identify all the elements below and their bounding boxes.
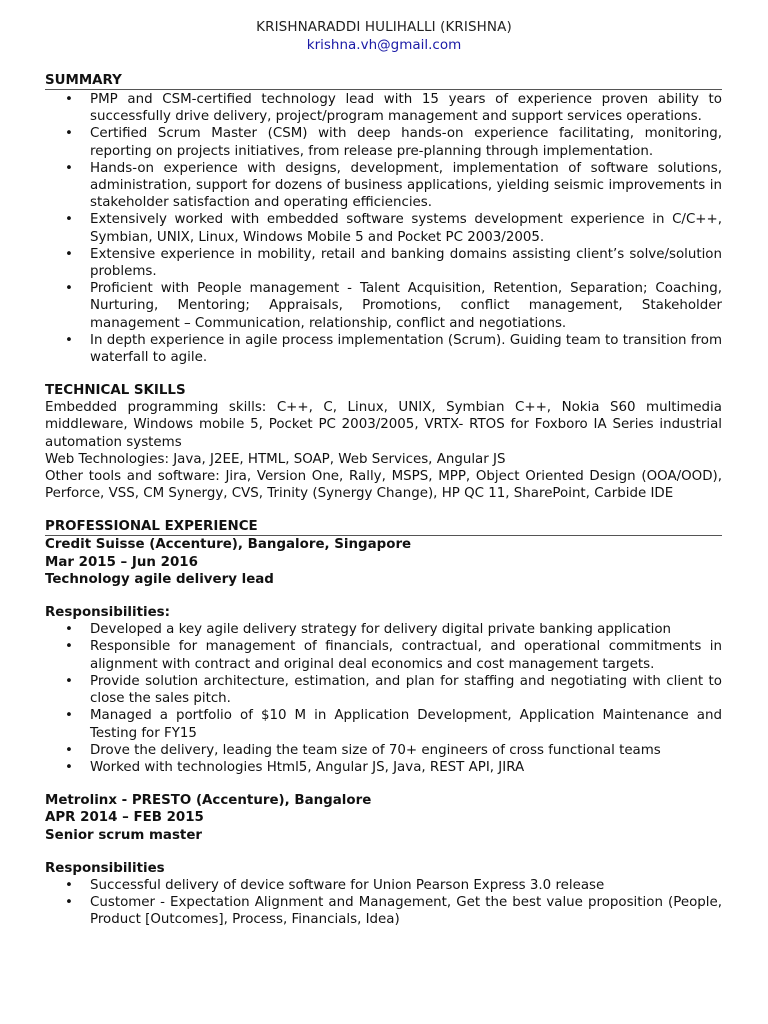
summary-list bbox=[45, 91, 722, 366]
job-entry bbox=[45, 792, 722, 928]
summary-item-text: In depth experience in agile process implementation (Scrum). Guiding team to transition from waterfall to agile. bbox=[90, 332, 722, 366]
summary-item-text: Extensively worked with embedded software systems development experience in C/C++, Symbian, UNIX, Linux, Windows Mobile 5 and Pocket PC 2003/2005. bbox=[90, 212, 722, 245]
responsibility-text: Managed a portfolio of $10 M in Application Development, Application Maintenance and Testing for FY15 bbox=[90, 708, 722, 741]
bullet-icon: • bbox=[65, 622, 73, 638]
responsibilities-heading: Responsibilities bbox=[45, 860, 165, 876]
job-role: Senior scrum master bbox=[45, 827, 203, 843]
bullet-icon: • bbox=[65, 92, 73, 107]
list-item bbox=[45, 160, 722, 212]
experience-heading: PROFESSIONAL EXPERIENCE bbox=[45, 518, 722, 536]
bullet-icon: • bbox=[65, 708, 73, 724]
list-item bbox=[45, 125, 722, 159]
summary-item-text: Extensive experience in mobility, retail and banking domains assisting client’s solve/solution problems. bbox=[90, 246, 722, 280]
list-item bbox=[45, 894, 722, 928]
summary-item-text: Proficient with People management - Talent Acquisition, Retention, Separation; Coaching, Nurturing, Mentoring; Appraisals, Promotions, conflict management, Stakeholder management – Communication, relationship, conflict and negotiations. bbox=[90, 281, 722, 331]
bullet-icon: • bbox=[65, 212, 73, 228]
bullet-icon: • bbox=[65, 246, 73, 262]
responsibilities-list bbox=[45, 877, 722, 929]
job-company: Metrolinx - PRESTO (Accenture), Bangalore bbox=[45, 793, 372, 809]
responsibility-text: Successful delivery of device software for Union Pearson Express 3.0 release bbox=[90, 877, 605, 893]
summary-heading: SUMMARY bbox=[45, 72, 722, 90]
bullet-icon: • bbox=[65, 895, 73, 911]
responsibility-text: Provide solution architecture, estimation, and plan for staffing and negotiating with client to close the sales pitch. bbox=[90, 673, 722, 707]
list-item bbox=[45, 673, 722, 707]
responsibility-text: Responsible for management of financials, contractual, and operational commitments in alignment with contract and original deal economics and cost management targets. bbox=[90, 639, 722, 672]
list-item bbox=[45, 211, 722, 245]
list-item bbox=[45, 332, 722, 366]
responsibilities-heading: Responsibilities: bbox=[45, 605, 170, 621]
list-item bbox=[45, 91, 722, 125]
bullet-icon: • bbox=[65, 126, 73, 142]
list-item bbox=[45, 621, 722, 638]
responsibilities-list bbox=[45, 621, 722, 776]
list-item bbox=[45, 246, 722, 280]
skills-heading: TECHNICAL SKILLS bbox=[45, 383, 186, 399]
list-item bbox=[45, 638, 722, 672]
job-role: Technology agile delivery lead bbox=[45, 571, 274, 587]
responsibility-text: Customer - Expectation Alignment and Management, Get the best value proposition (People, Product [Outcomes], Process, Financials, Idea) bbox=[90, 895, 722, 928]
bullet-icon: • bbox=[65, 673, 73, 689]
skills-embedded: Embedded programming skills: C++, C, Linux, UNIX, Symbian C++, Nokia S60 multimedia middleware, Windows mobile 5, Pocket PC 2003/2005, VRTX- RTOS for Foxboro IA Series industrial automation systems bbox=[45, 400, 722, 450]
skills-web: Web Technologies: Java, J2EE, HTML, SOAP, Web Services, Angular JS bbox=[45, 451, 506, 467]
list-item bbox=[45, 280, 722, 332]
responsibility-text: Developed a key agile delivery strategy for delivery digital private banking application bbox=[90, 622, 672, 638]
job-entry bbox=[45, 536, 722, 776]
job-dates: Mar 2015 – Jun 2016 bbox=[45, 554, 198, 570]
list-item bbox=[45, 877, 722, 894]
responsibility-text: Drove the delivery, leading the team size of 70+ engineers of cross functional teams bbox=[90, 742, 661, 758]
list-item bbox=[45, 759, 722, 776]
job-company: Credit Suisse (Accenture), Bangalore, Singapore bbox=[45, 537, 412, 553]
summary-item-text: Certified Scrum Master (CSM) with deep hands-on experience facilitating, monitoring, reporting on projects initiatives, from release pre-planning through implementation. bbox=[90, 126, 722, 159]
summary-item-text: PMP and CSM-certified technology lead with 15 years of experience proven ability to successfully drive delivery, project/program management and support services operations. bbox=[90, 92, 722, 125]
list-item bbox=[45, 742, 722, 759]
responsibility-text: Worked with technologies Html5, Angular JS, Java, REST API, JIRA bbox=[90, 759, 525, 775]
bullet-icon: • bbox=[65, 639, 73, 655]
bullet-icon: • bbox=[65, 742, 73, 758]
list-item bbox=[45, 707, 722, 741]
bullet-icon: • bbox=[65, 332, 73, 348]
bullet-icon: • bbox=[65, 160, 73, 176]
summary-item-text: Hands-on experience with designs, development, implementation of software solutions, administration, support for dozens of business applications, yielding seismic improvements in stakeholder satisfaction and operating efficiencies. bbox=[90, 160, 722, 211]
resume-header bbox=[0, 18, 768, 54]
candidate-name: KRISHNARADDI HULIHALLI (KRISHNA) bbox=[256, 19, 512, 35]
bullet-icon: • bbox=[65, 759, 73, 775]
bullet-icon: • bbox=[65, 281, 73, 297]
bullet-icon: • bbox=[65, 877, 73, 893]
candidate-email[interactable]: krishna.vh@gmail.com bbox=[306, 37, 462, 53]
job-dates: APR 2014 – FEB 2015 bbox=[45, 810, 204, 826]
resume-content bbox=[45, 72, 722, 929]
skills-tools: Other tools and software: Jira, Version One, Rally, MSPS, MPP, Object Oriented Design (OOA/OOD), Perforce, VSS, CM Synergy, CVS, Trinity (Synergy Change), HP QC 11, SharePoint, Carbide IDE bbox=[45, 469, 722, 502]
